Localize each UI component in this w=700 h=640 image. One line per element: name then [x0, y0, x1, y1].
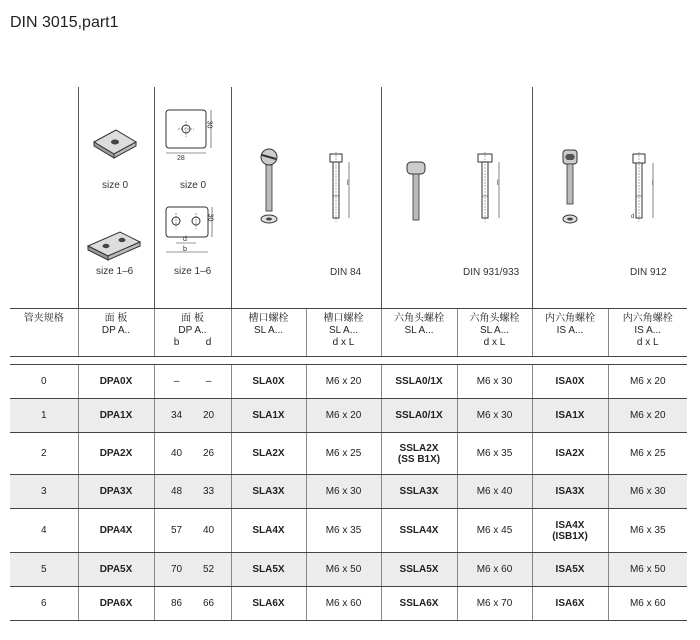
plate-size0-image	[92, 128, 138, 160]
hex-bolt-image	[404, 160, 428, 222]
plate-size16-image	[86, 230, 142, 262]
slotted-bolt-drawing	[322, 152, 356, 228]
table-row: 5 DPA5X 70 52 SLA5X M6 x 50 SSLA5X M6 x 60 ISA5X M6 x 50	[10, 553, 687, 587]
slotted-bolt-image	[256, 146, 282, 228]
header-divider	[381, 87, 382, 308]
drawing-size0-caption: size 0	[180, 180, 207, 191]
table-row: 4 DPA4X 57 40 SLA4X M6 x 35 SSLA4X M6 x 45 ISA4X (ISB1X) M6 x 35	[10, 509, 687, 553]
dim-d-small-label: d	[631, 214, 635, 220]
spec-table	[10, 308, 687, 621]
header-divider	[231, 87, 232, 308]
dim-b-label: b	[183, 246, 187, 253]
din912-caption: DIN 912	[630, 267, 667, 278]
header-divider	[532, 87, 533, 308]
dim-l-label: l	[497, 180, 499, 187]
dim-30b-label: 30	[206, 213, 214, 222]
dim-30-label: 30	[205, 120, 213, 129]
socket-bolt-image	[559, 148, 581, 228]
table-gap-row	[10, 357, 687, 365]
header-divider	[154, 87, 155, 308]
header-socket-bolt-dl: 内六角螺栓 IS A... d x L	[608, 309, 687, 357]
dim-l-label: l	[652, 180, 654, 187]
table-header-row	[10, 309, 687, 357]
header-divider	[78, 87, 79, 308]
drawing-size0-image	[164, 108, 220, 164]
header-plate: 面 板 DP A..	[78, 309, 154, 357]
dim-28-label: 28	[177, 155, 185, 162]
header-size: 管夹规格	[10, 309, 78, 357]
header-hex-bolt-dl: 六角头螺栓 SL A... d x L	[457, 309, 532, 357]
din931-caption: DIN 931/933	[463, 267, 520, 278]
din84-caption: DIN 84	[330, 267, 362, 278]
dim-d-label: d	[183, 236, 187, 243]
table-row: 6 DPA6X 86 66 SLA6X M6 x 60 SSLA6X M6 x 70 ISA6X M6 x 60	[10, 587, 687, 621]
plate-size0-caption: size 0	[102, 180, 129, 191]
header-slot-bolt: 槽口螺栓 SL A...	[231, 309, 306, 357]
page-title: DIN 3015,part1	[10, 14, 119, 31]
dim-l-label: l	[347, 180, 349, 187]
hex-bolt-drawing	[472, 152, 506, 228]
header-slot-bolt-dl: 槽口螺栓 SL A... d x L	[306, 309, 381, 357]
table-row: 0 DPA0X – – SLA0X M6 x 20 SSLA0/1X M6 x 30 ISA0X M6 x 20	[10, 365, 687, 399]
plate-size16-caption: size 1–6	[96, 266, 134, 277]
table-row: 1 DPA1X 34 20 SLA1X M6 x 20 SSLA0/1X M6 x 30 ISA1X M6 x 20	[10, 399, 687, 433]
drawing-size16-caption: size 1–6	[174, 266, 212, 277]
header-plate-dims: 面 板 DP A.. b d	[154, 309, 231, 357]
table-row: 3 DPA3X 48 33 SLA3X M6 x 30 SSLA3X M6 x 40 ISA3X M6 x 30	[10, 475, 687, 509]
table-row: 2 DPA2X 40 26 SLA2X M6 x 25 SSLA2X (SS B1X) M6 x 35 ISA2X M6 x 25	[10, 433, 687, 475]
header-socket-bolt: 内六角螺栓 IS A...	[532, 309, 608, 357]
header-hex-bolt: 六角头螺栓 SL A...	[381, 309, 457, 357]
